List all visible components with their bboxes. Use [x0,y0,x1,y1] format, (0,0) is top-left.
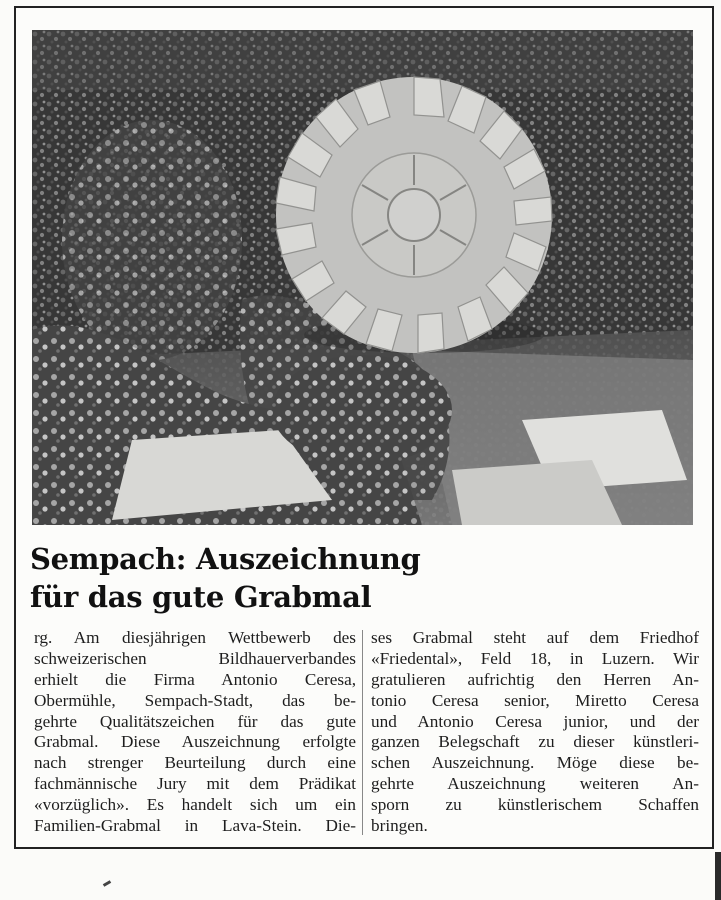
text-line: nach strenger Beurteilung durch eine [34,753,356,773]
text-line: erhielt die Firma Antonio Ceresa, [34,669,356,689]
text-line: «vorzüglich». Es handelt sich um ein [34,795,356,815]
text-line: gehrte Qualitätszeichen für das gute [34,711,356,731]
text-line: Grabmal. Diese Auszeichnung erfolgte [34,732,356,752]
text-line: ses Grabmal steht auf dem Friedhof [371,628,699,647]
scan-speck [103,880,111,887]
column-divider [362,630,363,835]
headline-line-1: Sempach: Auszeichnung [30,542,421,576]
text-line: Obermühle, Sempach-Stadt, das be- [34,690,356,710]
text-line: schen Auszeichnung. Möge diese be- [371,753,699,773]
headline-line-2: für das gute Grabmal [30,580,372,614]
scan-edge-mark [715,852,721,900]
article-column-right [371,628,699,837]
text-line: bringen. [371,816,428,836]
text-line: ganzen Belegschaft zu dieser künstleri- [371,732,699,752]
text-line: und Antonio Ceresa junior, und der [371,711,699,731]
text-line: schweizerischen Bildhauerverbandes [34,648,356,668]
text-line: sporn zu künstlerischem Schaffen [371,795,699,815]
article-column-left [34,628,356,837]
text-line: gehrte Auszeichnung weiteren An- [371,774,699,794]
text-line: gratulieren aufrichtig den Herren An- [371,669,699,689]
headline [30,540,670,616]
text-line: rg. Am diesjährigen Wettbewerb des [34,628,356,647]
text-line: «Friedental», Feld 18, in Luzern. Wir [371,648,699,668]
gravestone-photo [32,30,693,525]
text-line: Familien-Grabmal in Lava-Stein. Die- [34,816,356,836]
text-line: tonio Ceresa senior, Miretto Ceresa [371,690,699,710]
text-line: fachmännische Jury mit dem Prädikat [34,774,356,794]
